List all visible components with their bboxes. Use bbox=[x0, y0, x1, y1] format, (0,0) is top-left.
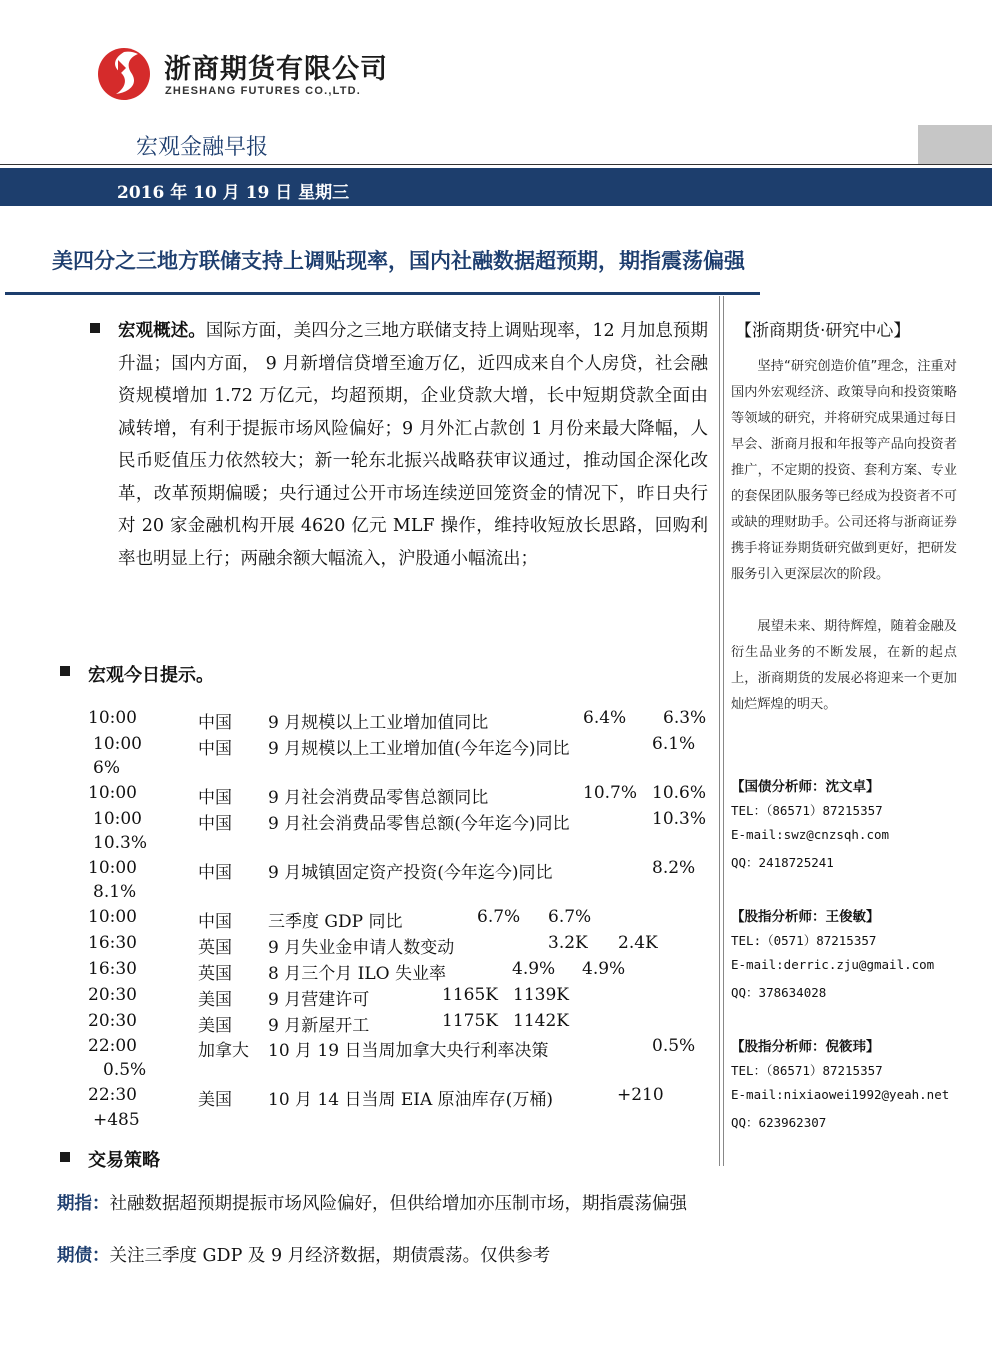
cal-region: 英国 bbox=[198, 938, 232, 958]
title-rule bbox=[5, 292, 760, 295]
strategy-item bbox=[57, 1243, 712, 1269]
cal-region: 加拿大 bbox=[198, 1041, 249, 1061]
cal-time: 22:00 bbox=[88, 1036, 137, 1056]
sidebar-title: 【浙商期货·研究中心】 bbox=[735, 321, 911, 341]
cal-event: 9 月营建许可 bbox=[268, 990, 370, 1010]
cal-time: 20:30 bbox=[88, 985, 137, 1005]
report-type: 宏观金融早报 bbox=[136, 135, 269, 160]
cal-region: 英国 bbox=[198, 964, 232, 984]
cal-est: +485 bbox=[93, 1110, 140, 1130]
strategy-item bbox=[57, 1191, 712, 1217]
macro-overview bbox=[118, 315, 708, 575]
cal-region: 中国 bbox=[198, 814, 232, 834]
cal-time: 10:00 bbox=[93, 809, 142, 829]
analyst-qq: QQ：2418725241 bbox=[731, 855, 834, 870]
cal-event: 10 月 14 日当周 EIA 原油库存(万桶) bbox=[268, 1090, 553, 1110]
cal-region: 中国 bbox=[198, 713, 232, 733]
cal-est: 1139K bbox=[513, 985, 569, 1005]
column-divider bbox=[719, 296, 720, 1166]
cal-event: 9 月规模以上工业增加值(今年迄今)同比 bbox=[268, 739, 570, 759]
report-date: 2016 年 10 月 19 日 星期三 bbox=[117, 183, 350, 203]
cal-est: 4.9% bbox=[582, 959, 626, 979]
cal-prev: 10.7% bbox=[583, 783, 638, 803]
cal-time: 10:00 bbox=[88, 708, 137, 728]
cal-est: 6.3% bbox=[663, 708, 707, 728]
company-name-cn: 浙商期货有限公司 bbox=[164, 54, 388, 85]
cal-time: 16:30 bbox=[88, 933, 137, 953]
cal-time: 20:30 bbox=[88, 1011, 137, 1031]
cal-event: 9 月新屋开工 bbox=[268, 1016, 370, 1036]
cal-prev: 8.2% bbox=[652, 858, 696, 878]
cal-region: 中国 bbox=[198, 912, 232, 932]
analyst-email[interactable]: E-mail:swz@cnzsqh.com bbox=[731, 827, 890, 842]
cal-est: 8.1% bbox=[93, 882, 137, 902]
analyst-tel: TEL：（86571）87215357 bbox=[731, 1063, 883, 1078]
cal-region: 中国 bbox=[198, 863, 232, 883]
strategy-label: 期指： bbox=[57, 1194, 110, 1214]
bullet-icon bbox=[90, 323, 100, 333]
cal-event: 9 月社会消费品零售总额(今年迄今)同比 bbox=[268, 814, 570, 834]
cal-event: 8 月三个月 ILO 失业率 bbox=[268, 964, 446, 984]
cal-est: 1142K bbox=[513, 1011, 569, 1031]
company-logo bbox=[96, 44, 156, 104]
analyst-email[interactable]: E-mail:nixiaowei1992@yeah.net bbox=[731, 1087, 950, 1102]
analyst-email[interactable]: E-mail:derric.zju@gmail.com bbox=[731, 957, 935, 972]
strategy-text: 社融数据超预期提振市场风险偏好，但供给增加亦压制市场，期指震荡偏强 bbox=[109, 1194, 687, 1214]
cal-prev: 6.1% bbox=[652, 734, 696, 754]
bullet-icon bbox=[60, 1152, 70, 1162]
cal-event: 9 月社会消费品零售总额同比 bbox=[268, 788, 489, 808]
strategy-text: 关注三季度 GDP 及 9 月经济数据，期债震荡。仅供参考 bbox=[109, 1246, 551, 1266]
cal-time: 10:00 bbox=[93, 734, 142, 754]
header-divider bbox=[0, 164, 992, 165]
cal-time: 10:00 bbox=[88, 858, 137, 878]
analyst-tel: TEL：（86571）87215357 bbox=[731, 803, 883, 818]
analyst-title: 【国债分析师：沈文卓】 bbox=[731, 779, 880, 795]
analyst-tel: TEL:（0571）87215357 bbox=[731, 933, 877, 948]
cal-region: 美国 bbox=[198, 990, 232, 1010]
company-name-en: ZHESHANG FUTURES CO.,LTD. bbox=[165, 85, 362, 97]
cal-est: 10.6% bbox=[652, 783, 707, 803]
analyst-qq: QQ：623962307 bbox=[731, 1115, 827, 1130]
cal-est: 0.5% bbox=[103, 1060, 147, 1080]
cal-region: 中国 bbox=[198, 788, 232, 808]
header-grey-block bbox=[918, 125, 992, 165]
cal-region: 中国 bbox=[198, 739, 232, 759]
cal-prev: 4.9% bbox=[512, 959, 556, 979]
cal-time: 10:00 bbox=[88, 907, 137, 927]
cal-time: 16:30 bbox=[88, 959, 137, 979]
bullet-icon bbox=[60, 666, 70, 676]
cal-est: 6% bbox=[93, 758, 120, 778]
page-title: 美四分之三地方联储支持上调贴现率，国内社融数据超预期，期指震荡偏强 bbox=[52, 249, 745, 273]
overview-text: 国际方面，美四分之三地方联储支持上调贴现率，12 月加息预期升温；国内方面， 9 月新增信贷增至逾万亿，近四成来自个人房贷，社会融资规模增加 1.72 万亿元，均超预期，企业贷款大增，长中短期贷款全面由减转增，有利于提振市场风险偏好；9 月外汇占款创 1 月份来最大降幅，人民币贬值压力依然较大；新一轮东北振兴战略获审议通过，推动国企深化改革，改革预期偏暖；央行通过公开市场连续逆回笼资金的情况下，昨日央行对 20 家金融机构开展 4620 亿元 MLF 操作，维持收短放长思路，回购利率也明显上行；两融余额大幅流入，沪股通小幅流出； bbox=[118, 321, 708, 569]
cal-event: 9 月规模以上工业增加值同比 bbox=[268, 713, 489, 733]
section-title-today: 宏观今日提示。 bbox=[88, 665, 214, 686]
cal-est: 10.3% bbox=[93, 833, 148, 853]
cal-time: 10:00 bbox=[88, 783, 137, 803]
cal-event: 9 月失业金申请人数变动 bbox=[268, 938, 455, 958]
overview-label: 宏观概述。 bbox=[118, 321, 206, 341]
cal-time: 22:30 bbox=[88, 1085, 137, 1105]
analyst-title: 【股指分析师：倪筱玮】 bbox=[731, 1039, 880, 1055]
sidebar-outlook: 展望未来、期待辉煌，随着金融及衍生品业务的不断发展，在新的起点上，浙商期货的发展必将迎来一个更加灿烂辉煌的明天。 bbox=[731, 619, 957, 712]
cal-prev: 6.4% bbox=[583, 708, 627, 728]
analyst-qq: QQ：378634028 bbox=[731, 985, 827, 1000]
cal-prev: 0.5% bbox=[652, 1036, 696, 1056]
cal-region: 美国 bbox=[198, 1090, 232, 1110]
strategy-label: 期债： bbox=[57, 1246, 110, 1266]
cal-est: 2.4K bbox=[618, 933, 658, 953]
cal-prev: +210 bbox=[617, 1085, 664, 1105]
cal-prev: 10.3% bbox=[652, 809, 707, 829]
logo-emblem-icon bbox=[96, 44, 156, 104]
cal-event: 三季度 GDP 同比 bbox=[268, 912, 403, 932]
cal-region: 美国 bbox=[198, 1016, 232, 1036]
section-title-strategy: 交易策略 bbox=[88, 1150, 160, 1171]
cal-prev: 6.7% bbox=[477, 907, 521, 927]
column-divider-inner bbox=[723, 296, 724, 1166]
cal-prev: 3.2K bbox=[548, 933, 588, 953]
cal-event: 10 月 19 日当周加拿大央行利率决策 bbox=[268, 1041, 549, 1061]
cal-prev: 1165K bbox=[442, 985, 498, 1005]
analyst-title: 【股指分析师：王俊敏】 bbox=[731, 909, 880, 925]
cal-event: 9 月城镇固定资产投资(今年迄今)同比 bbox=[268, 863, 553, 883]
cal-prev: 1175K bbox=[442, 1011, 498, 1031]
sidebar-intro: 坚持“研究创造价值”理念，注重对国内外宏观经济、政策导向和投资策略等领域的研究，并将研究成果通过每日早会、浙商月报和年报等产品向投资者推广，不定期的投资、套利方案、专业的套保团队服务等已经成为投资者不可或缺的理财助手。公司还将与浙商证券携手将证券期货研究做到更好，把研发服务引入更深层次的阶段。 bbox=[731, 359, 957, 582]
cal-est: 6.7% bbox=[548, 907, 592, 927]
